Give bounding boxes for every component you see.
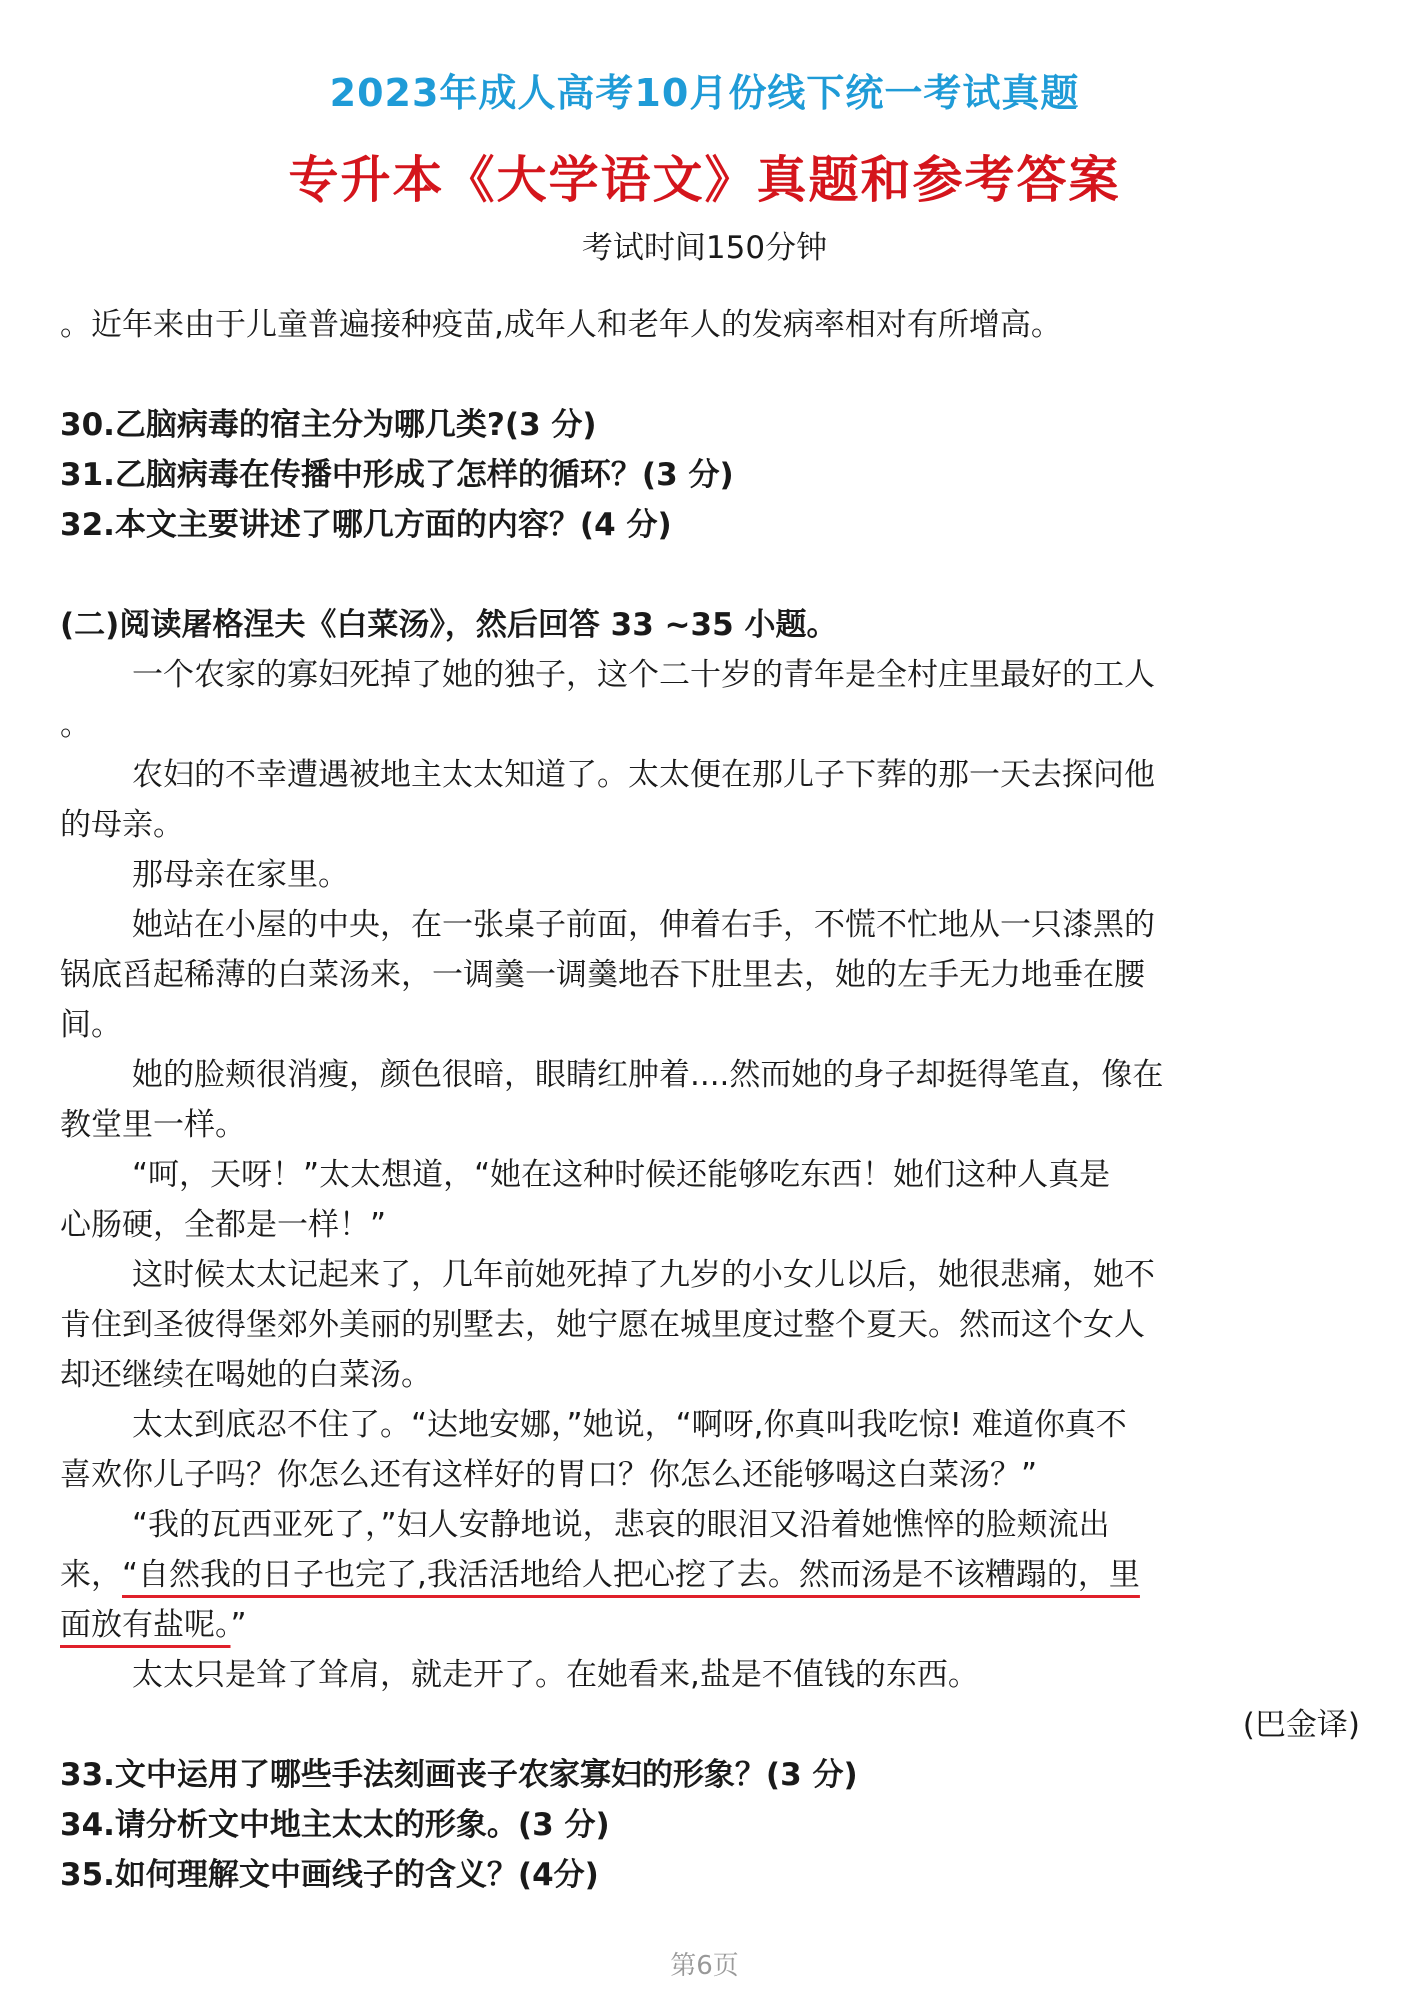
paragraph-8-line-2: 喜欢你儿子吗？你怎么还有这样好的胃口？你怎么还能够喝这白菜汤？” (60, 1457, 1038, 1493)
paragraph-6-line-1: “呵，天呀！”太太想道，“她在这种时候还能够吃东西！她们这种人真是 (132, 1157, 1111, 1193)
paragraph-9-line-2-prefix: 来， (60, 1557, 122, 1593)
underlined-sentence-part-1: “自然我的日子也完了,我活活地给人把心挖了去。然而汤是不该糟蹋的，里 (122, 1557, 1140, 1593)
question-30: 30.乙脑病毒的宿主分为哪几类?(3 分) (60, 407, 597, 443)
exam-time: 考试时间150分钟 (581, 230, 828, 266)
spacer (60, 350, 1360, 400)
paragraph-10-line-1: 太太只是耸了耸肩，就走开了。在她看来,盐是不值钱的东西。 (132, 1657, 979, 1693)
paragraph-7-line-2: 肯住到圣彼得堡郊外美丽的别墅去，她宁愿在城里度过整个夏天。然而这个女人 (60, 1307, 1145, 1343)
paragraph-1-line-1: 一个农家的寡妇死掉了她的独子，这个二十岁的青年是全村庄里最好的工人 (132, 657, 1155, 693)
intro-line: 。近年来由于儿童普遍接种疫苗,成年人和老年人的发病率相对有所增高。 (60, 307, 1062, 343)
question-32: 32.本文主要讲述了哪几方面的内容？(4 分) (60, 507, 672, 543)
underlined-sentence-part-2: 面放有盐呢。 (60, 1607, 231, 1643)
translator-credit: (巴金译) (1242, 1707, 1360, 1743)
section-heading: (二)阅读屠格涅夫《白菜汤》，然后回答 33 ~35 小题。 (60, 607, 838, 643)
question-35: 35.如何理解文中画线子的含义？(4分) (60, 1857, 599, 1893)
paragraph-9-line-3 (60, 1600, 1360, 1650)
page-subtitle: 专升本《大学语文》真题和参考答案 (288, 151, 1121, 209)
question-34: 34.请分析文中地主太太的形象。(3 分) (60, 1807, 610, 1843)
paragraph-1-line-2: 。 (60, 707, 91, 743)
paragraph-4-line-1: 她站在小屋的中央，在一张桌子前面，伸着右手，不慌不忙地从一只漆黑的 (132, 907, 1155, 943)
paragraph-7-line-1: 这时候太太记起来了，几年前她死掉了九岁的小女儿以后，她很悲痛，她不 (132, 1257, 1155, 1293)
question-33: 33.文中运用了哪些手法刻画丧子农家寡妇的形象？(3 分) (60, 1757, 858, 1793)
paragraph-6-line-2: 心肠硬，全都是一样！” (60, 1207, 387, 1243)
paragraph-5-line-2: 教堂里一样。 (60, 1107, 246, 1143)
page-number: 第6页 (670, 1951, 739, 1981)
paragraph-4-line-3: 间。 (60, 1007, 122, 1043)
paragraph-9-line-1: “我的瓦西亚死了，”妇人安静地说，悲哀的眼泪又沿着她憔悴的脸颊流出 (132, 1507, 1110, 1543)
page-title: 2023年成人高考10月份线下统一考试真题 (329, 71, 1080, 115)
paragraph-3-line-1: 那母亲在家里。 (132, 857, 349, 893)
paragraph-5-line-1: 她的脸颊很消瘦，颜色很暗，眼睛红肿着....然而她的身子却挺得笔直，像在 (132, 1057, 1164, 1093)
document-body (60, 300, 1360, 1900)
paragraph-4-line-2: 锅底舀起稀薄的白菜汤来，一调羹一调羹地吞下肚里去，她的左手无力地垂在腰 (60, 957, 1145, 993)
paragraph-9-line-3-suffix: ” (230, 1607, 247, 1643)
paragraph-2-line-2: 的母亲。 (60, 807, 184, 843)
paragraph-2-line-1: 农妇的不幸遭遇被地主太太知道了。太太便在那儿子下葬的那一天去探问他 (132, 757, 1155, 793)
paragraph-9-line-2 (60, 1550, 1360, 1600)
paragraph-8-line-1: 太太到底忍不住了。“达地安娜，”她说，“啊呀,你真叫我吃惊! 难道你真不 (132, 1407, 1127, 1443)
spacer (60, 550, 1360, 600)
paragraph-7-line-3: 却还继续在喝她的白菜汤。 (60, 1357, 432, 1393)
question-31: 31.乙脑病毒在传播中形成了怎样的循环？(3 分) (60, 457, 734, 493)
